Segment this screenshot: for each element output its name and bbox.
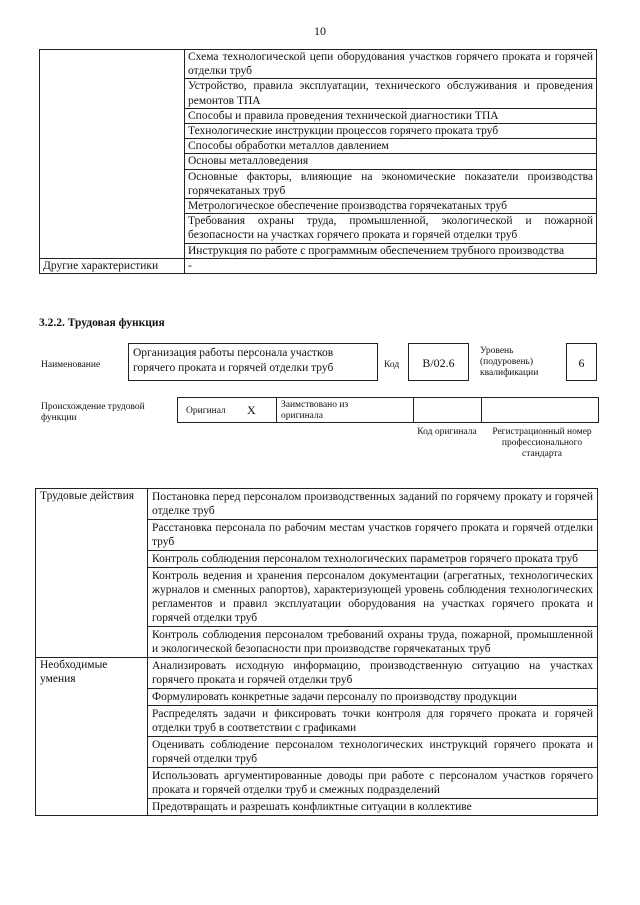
code-value: В/02.6 xyxy=(408,343,469,381)
table-cell: Основные факторы, влияющие на экономические показатели производства горячекатаных труб xyxy=(185,169,597,198)
table-cell: Контроль ведения и хранения персоналом документации (агрегатных, технологических журналов и сменных рапортов), характеризующей уровень соблюдения технологических регламентов и правил эксплуатации оборудования на участках горячего проката и горячей отделки труб xyxy=(148,568,598,627)
table-cell: Инструкция по работе с программным обеспечением трубного производства xyxy=(185,243,597,258)
original-label: Оригинал xyxy=(186,406,226,416)
table-cell: Использовать аргументированные доводы при работе с персоналом участков горячего проката и горячей отделки труб и смежных подразделений xyxy=(148,768,598,799)
table-cell: Оценивать соблюдение персоналом технологических инструкций горячего проката и горячей отделки труб xyxy=(148,737,598,768)
function-table xyxy=(35,488,598,816)
other-characteristics-value: - xyxy=(185,258,597,273)
table-cell: Требования охраны труда, промышленной, экологической и пожарной безопасности на участках горячего проката и горячей отделки труб xyxy=(185,214,597,243)
actions-label: Трудовые действия xyxy=(36,489,148,658)
table-cell: Распределять задачи и фиксировать точки контроля для горячего проката и горячей отделки труб в соответствии с графиками xyxy=(148,706,598,737)
name-value: Организация работы персонала участков горячего проката и горячей отделки труб xyxy=(128,343,378,381)
table-cell: Анализировать исходную информацию, производственную ситуацию на участках горячего проката и горячей отделки труб xyxy=(148,658,598,689)
original-mark: X xyxy=(247,403,256,417)
table-cell: Контроль соблюдения персоналом технологических параметров горячего проката труб xyxy=(148,551,598,568)
table-cell: Способы обработки металлов давлением xyxy=(185,139,597,154)
origin-label: Происхождение трудовой функции xyxy=(41,402,145,423)
section-heading: 3.2.2. Трудовая функция xyxy=(39,317,165,329)
table-cell: Основы металловедения xyxy=(185,154,597,169)
table-cell: Технологические инструкции процессов горячего проката труб xyxy=(185,124,597,139)
table-row xyxy=(40,258,597,273)
divider xyxy=(481,397,482,423)
other-characteristics-label: Другие характеристики xyxy=(40,258,185,273)
table-cell: Формулировать конкретные задачи персоналу по производству продукции xyxy=(148,689,598,706)
code-label: Код xyxy=(384,360,400,370)
table-cell: Метрологическое обеспечение производства горячекатаных труб xyxy=(185,199,597,214)
level-label: Уровень (подуровень) квалификации xyxy=(480,346,539,378)
table-cell: Устройство, правила эксплуатации, технического обслуживания и проведения ремонтов ТПА xyxy=(185,79,597,108)
level-value: 6 xyxy=(566,343,597,381)
table-row xyxy=(40,50,597,79)
table-cell: Постановка перед персоналом производственных заданий по горячему прокату и горячей отделке труб xyxy=(148,489,598,520)
table-cell: Предотвращать и разрешать конфликтные ситуации в коллективе xyxy=(148,799,598,816)
divider xyxy=(413,397,414,423)
table-row xyxy=(36,489,598,520)
name-label: Наименование xyxy=(41,360,101,370)
reg-number-label: Регистрационный номер профессионального стандарта xyxy=(492,427,592,459)
table-cell: Схема технологической цепи оборудования участков горячего проката и горячей отделки труб xyxy=(185,50,597,79)
table-cell-empty xyxy=(40,50,185,259)
divider xyxy=(276,397,277,423)
table-cell: Способы и правила проведения технической диагностики ТПА xyxy=(185,108,597,123)
table-row xyxy=(36,658,598,689)
code-original-label: Код оригинала xyxy=(417,427,477,437)
table-cell: Расстановка персонала по рабочим местам участков горячего проката и горячей отделки труб xyxy=(148,520,598,551)
table-cell: Контроль соблюдения персоналом требований охраны труда, пожарной, промышленной и экологической безопасности при производстве горячекатаных труб xyxy=(148,627,598,658)
borrowed-label: Заимствовано из оригинала xyxy=(281,400,349,421)
skills-label: Необходимые умения xyxy=(36,658,148,816)
origin-row xyxy=(177,397,599,423)
page-number: 10 xyxy=(314,24,326,38)
knowledge-table xyxy=(39,49,597,274)
